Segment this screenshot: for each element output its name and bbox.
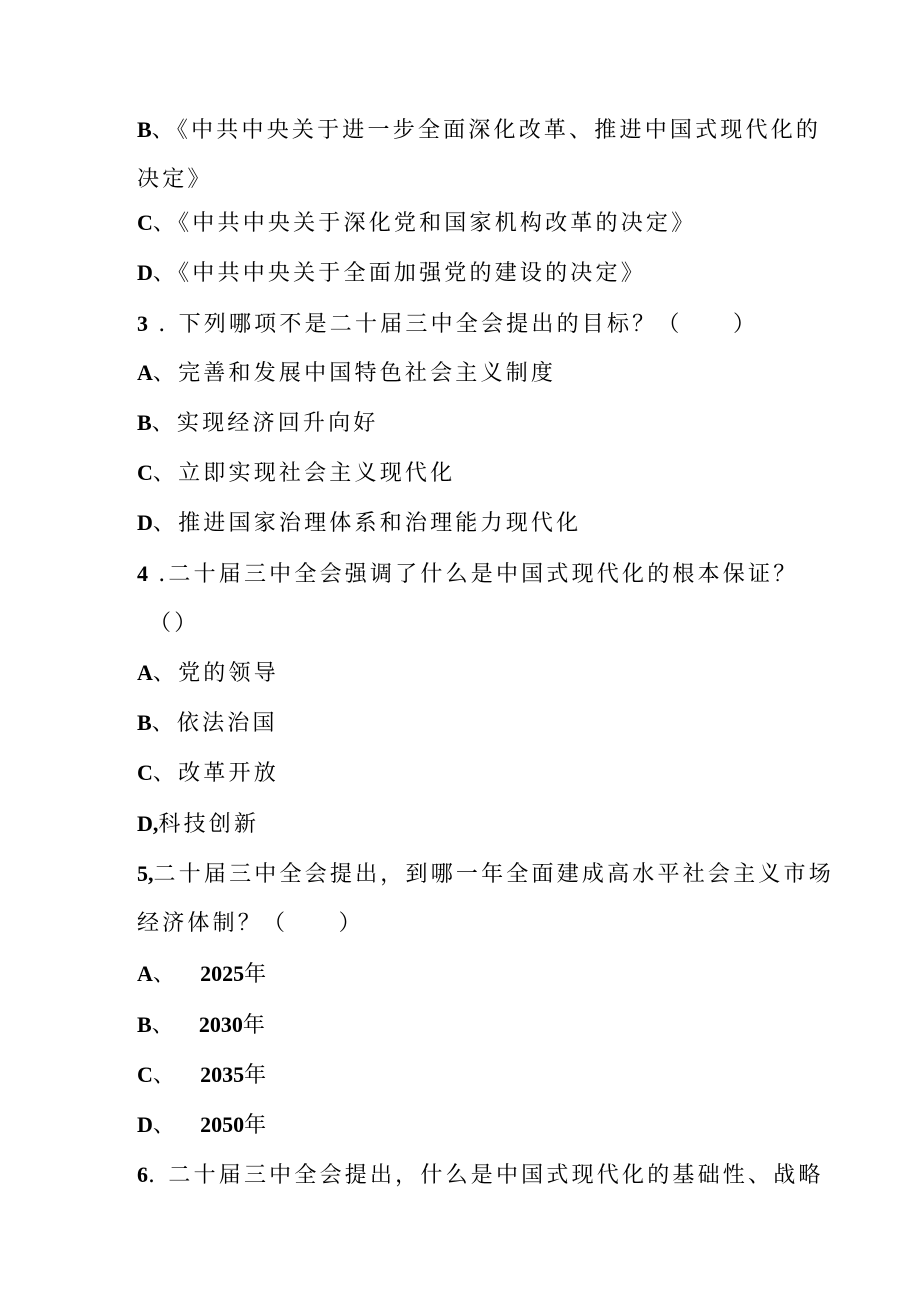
option-text: 、完善和发展中国特色社会主义制度: [152, 361, 557, 386]
option-c: [137, 758, 279, 789]
question-number: 3: [137, 311, 148, 336]
year-unit: 年: [242, 1013, 269, 1038]
question-text: 二十届三中全会提出，到哪一年全面建成高水平社会主义市场: [153, 862, 834, 887]
option-label: D: [137, 1112, 153, 1137]
option-label: B: [137, 710, 152, 735]
option-text: 、推进国家治理体系和治理能力现代化: [152, 511, 582, 536]
question-text: . 下列哪项不是二十届三中全会提出的目标？（ ）: [148, 312, 759, 337]
option-text: 、《中共中央关于进一步全面深化改革、推进中国式现代化的: [151, 118, 822, 143]
question-6-line-1: [137, 1160, 824, 1191]
option-a: [137, 959, 269, 990]
option-d: [137, 809, 259, 840]
question-number: 5,: [137, 861, 154, 886]
option-label: D,: [137, 811, 159, 836]
option-a: [137, 358, 556, 389]
option-label: C: [137, 210, 153, 235]
option-b: [137, 1010, 268, 1041]
question-5-line-2: [137, 908, 364, 939]
option-label: C: [137, 460, 153, 485]
answer-blank: （）: [149, 611, 200, 636]
question-text: 经济体制？（ ）: [137, 911, 364, 936]
option-label: B: [137, 1012, 152, 1037]
option-c: [137, 208, 696, 239]
year-unit: 年: [244, 962, 270, 987]
option-text: 、党的领导: [152, 661, 279, 686]
option-d: [137, 1110, 269, 1141]
option-c: [137, 458, 455, 489]
question-text: .二十届三中全会强调了什么是中国式现代化的根本保证？: [148, 562, 799, 587]
question-number: 6: [137, 1162, 148, 1187]
option-label: C: [137, 1062, 153, 1087]
option-text: 、《中共中央关于深化党和国家机构改革的决定》: [152, 211, 697, 236]
option-separator: 、: [152, 962, 179, 987]
option-a: [137, 658, 279, 689]
option-b-line-2: [137, 164, 213, 195]
option-separator: 、: [151, 1013, 177, 1038]
option-label: C: [137, 760, 153, 785]
question-text: . 二十届三中全会提出，什么是中国式现代化的基础性、战略: [148, 1163, 824, 1188]
option-text: 科技创新: [158, 812, 260, 837]
option-label: D: [137, 510, 153, 535]
option-label: B: [137, 117, 152, 142]
option-label: A: [137, 660, 153, 685]
question-3: [137, 309, 758, 340]
option-separator: 、: [152, 1113, 179, 1138]
option-text: 、实现经济回升向好: [151, 411, 379, 436]
question-5-line-1: [137, 859, 834, 890]
option-text: 、改革开放: [152, 761, 279, 786]
option-year: 2030: [198, 1012, 243, 1037]
option-b: [137, 708, 278, 739]
option-year: 2035: [200, 1062, 245, 1087]
option-d: [137, 258, 646, 289]
option-year: 2050: [200, 1112, 245, 1137]
option-text: 、《中共中央关于全面加强党的建设的决定》: [152, 261, 646, 286]
option-label: D: [137, 260, 153, 285]
option-b-line-1: [137, 115, 821, 146]
year-unit: 年: [244, 1063, 270, 1088]
option-b: [137, 408, 379, 439]
option-text: 、依法治国: [151, 711, 278, 736]
option-separator: 、: [152, 1063, 179, 1088]
option-text: 、立即实现社会主义现代化: [152, 461, 456, 486]
option-label: B: [137, 410, 152, 435]
option-year: 2025: [200, 961, 245, 986]
option-label: A: [137, 360, 153, 385]
option-text: 决定》: [137, 167, 213, 192]
option-label: A: [137, 961, 153, 986]
question-number: 4: [137, 561, 148, 586]
option-c: [137, 1060, 269, 1091]
question-4-line-2: [149, 608, 199, 639]
option-d: [137, 508, 581, 539]
year-unit: 年: [244, 1113, 270, 1138]
question-4-line-1: [137, 559, 798, 590]
